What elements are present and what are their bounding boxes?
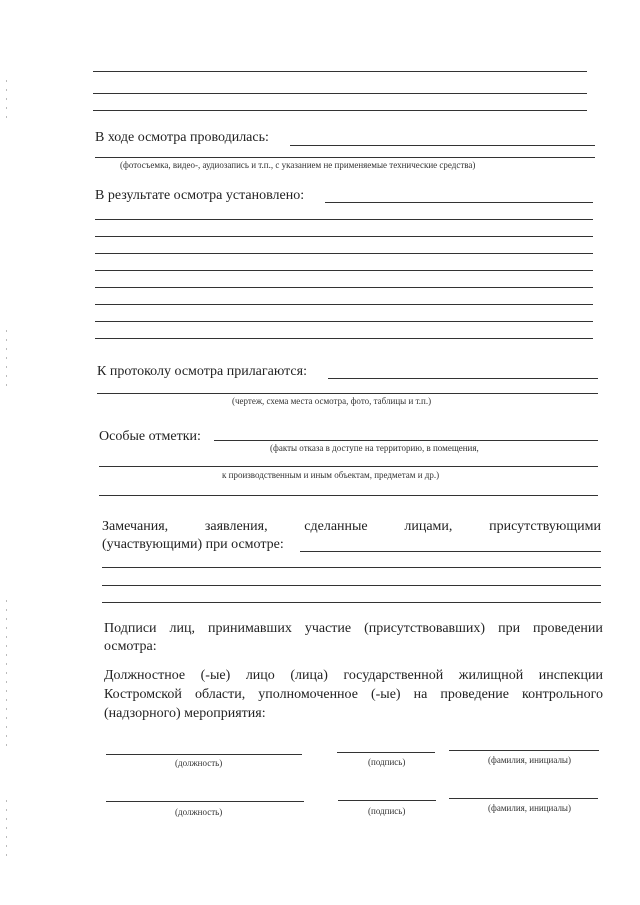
official-word: (-ые) — [200, 668, 231, 683]
inspection-field-line2[interactable] — [95, 157, 595, 158]
signatures-intro-word: принимавших — [207, 621, 292, 636]
official-word: проведение — [440, 687, 509, 702]
special-field[interactable] — [214, 440, 598, 441]
attachments-field-line2[interactable] — [97, 393, 598, 394]
attachments-field[interactable] — [328, 378, 598, 379]
inspection-hint: (фотосъемка, видео-, аудиозапись и т.п., с указанием не применяемые технические средства) — [120, 160, 476, 170]
remarks-word: присутствующими — [489, 519, 601, 534]
special-hint-1: (факты отказа в доступе на территорию, в помещения, — [270, 443, 479, 453]
special-hint-2: к производственным и иным объектам, предметам и др.) — [222, 470, 440, 480]
scan-edge-marks — [6, 80, 7, 120]
remarks-label-line1 — [102, 518, 601, 535]
special-label: Особые отметки: — [99, 429, 201, 444]
attachments-label: К протоколу осмотра прилагаются: — [97, 364, 307, 379]
result-line[interactable] — [95, 287, 593, 288]
remarks-word: сделанные — [304, 519, 368, 534]
official-word: контрольного — [522, 687, 603, 702]
signature-hint: (подпись) — [368, 806, 406, 816]
position-hint: (должность) — [175, 807, 223, 817]
blank-line — [93, 110, 587, 111]
signatures-intro-word: проведении — [533, 621, 603, 636]
official-line1 — [104, 667, 603, 684]
signature-field[interactable] — [337, 752, 435, 753]
official-word: инспекции — [538, 668, 603, 683]
signatures-intro-line1 — [104, 620, 603, 637]
result-line[interactable] — [95, 270, 593, 271]
attachments-hint: (чертеж, схема места осмотра, фото, таблицы и т.п.) — [232, 396, 432, 406]
remarks-label-line2: (участвующими) при осмотре: — [102, 537, 284, 552]
remarks-field[interactable] — [300, 551, 601, 552]
inspection-label: В ходе осмотра проводилась: — [95, 130, 269, 145]
official-line3: (надзорного) мероприятия: — [104, 706, 266, 721]
name-hint: (фамилия, инициалы) — [488, 755, 571, 765]
blank-line — [93, 93, 587, 94]
scan-edge-marks — [6, 330, 7, 390]
official-word: области, — [194, 687, 246, 702]
result-line[interactable] — [95, 253, 593, 254]
result-line[interactable] — [95, 321, 593, 322]
inspection-field[interactable] — [290, 145, 595, 146]
official-word: уполномоченное — [258, 687, 358, 702]
signatures-intro-word: Подписи — [104, 621, 157, 636]
result-label: В результате осмотра установлено: — [95, 188, 305, 203]
result-line[interactable] — [95, 236, 593, 237]
remarks-line[interactable] — [102, 585, 601, 586]
signatures-intro-word: при — [498, 621, 521, 636]
remarks-line[interactable] — [102, 567, 601, 568]
name-hint: (фамилия, инициалы) — [488, 803, 571, 813]
signatures-intro-word: участие — [304, 621, 352, 636]
result-line[interactable] — [95, 338, 593, 339]
official-word: (лица) — [290, 668, 328, 683]
scan-edge-marks — [6, 600, 7, 750]
signature-field[interactable] — [338, 800, 436, 801]
remarks-line[interactable] — [102, 602, 601, 603]
official-word: жилищной — [458, 668, 524, 683]
result-field[interactable] — [325, 202, 593, 203]
special-field-line2[interactable] — [99, 466, 598, 467]
signature-hint: (подпись) — [368, 757, 406, 767]
result-line[interactable] — [95, 304, 593, 305]
result-line[interactable] — [95, 219, 593, 220]
position-field[interactable] — [106, 801, 304, 802]
remarks-word: заявления, — [204, 519, 268, 534]
remarks-word: лицами, — [404, 519, 453, 534]
blank-line — [93, 71, 587, 72]
official-word: Костромской — [104, 687, 182, 702]
official-word: на — [413, 687, 428, 702]
position-hint: (должность) — [175, 758, 223, 768]
official-word: (-ые) — [370, 687, 401, 702]
signatures-intro-line2: осмотра: — [104, 639, 157, 654]
official-word: лицо — [245, 668, 275, 683]
name-field[interactable] — [449, 750, 599, 751]
scan-edge-marks — [6, 800, 7, 860]
position-field[interactable] — [106, 754, 302, 755]
remarks-word: Замечания, — [102, 519, 169, 534]
official-word: государственной — [343, 668, 444, 683]
special-field-line3[interactable] — [99, 495, 598, 496]
official-line2 — [104, 686, 603, 703]
signatures-intro-word: лиц, — [169, 621, 195, 636]
signatures-intro-word: (присутствовавших) — [364, 621, 486, 636]
name-field[interactable] — [449, 798, 598, 799]
official-word: Должностное — [104, 668, 186, 683]
